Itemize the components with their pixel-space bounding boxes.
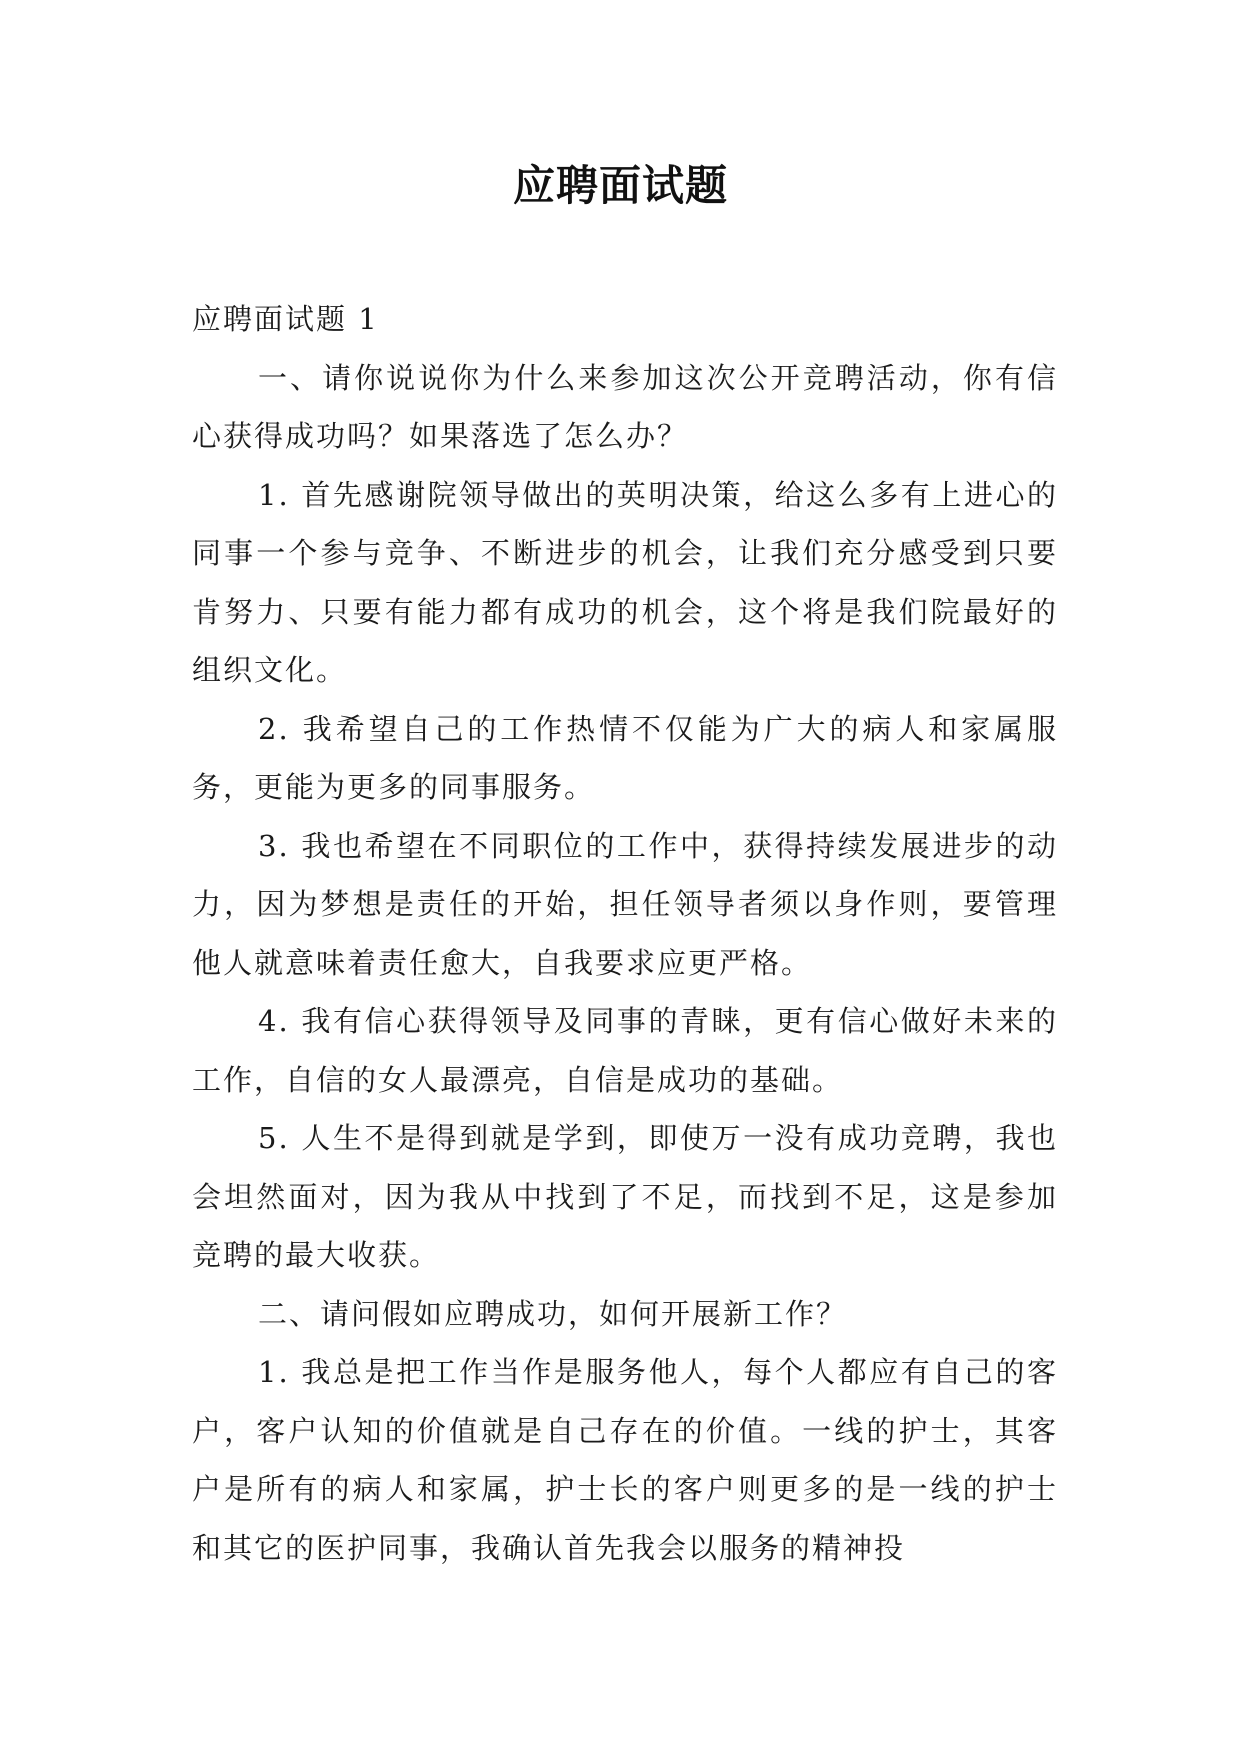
answer-1-item-5: 5. 人生不是得到就是学到，即使万一没有成功竞聘，我也会坦然面对，因为我从中找到了不足，而找到不足，这是参加竞聘的最大收获。 [192,1121,1058,1272]
answer-1-item-2: 2. 我希望自己的工作热情不仅能为广大的病人和家属服务，更能为更多的同事服务。 [192,711,1058,804]
answer-1-item-4: 4. 我有信心获得领导及同事的青睐，更有信心做好未来的工作，自信的女人最漂亮，自信是成功的基础。 [192,1004,1058,1097]
answer-2-item-1: 1. 我总是把工作当作是服务他人，每个人都应有自己的客户，客户认知的价值就是自己存在的价值。一线的护士，其客户是所有的病人和家属，护士长的客户则更多的是一线的护士和其它的医护同事，我确认首先我会以服务的精神投 [192,1355,1058,1565]
answer-1-item-1: 1. 首先感谢院领导做出的英明决策，给这么多有上进心的同事一个参与竞争、不断进步的机会，让我们充分感受到只要肯努力、只要有能力都有成功的机会，这个将是我们院最好的组织文化。 [192,477,1058,687]
document-title: 应聘面试题 [512,161,728,210]
document-body [192,290,1058,1577]
answer-1-item-3: 3. 我也希望在不同职位的工作中，获得持续发展进步的动力，因为梦想是责任的开始，担任领导者须以身作则，要管理他人就意味着责任愈大，自我要求应更严格。 [192,828,1058,980]
question-1: 一、请你说说你为什么来参加这次公开竞聘活动，你有信心获得成功吗？如果落选了怎么办？ [192,360,1058,453]
section-heading: 应聘面试题 1 [192,302,379,336]
question-2: 二、请问假如应聘成功，如何开展新工作？ [258,1296,848,1331]
